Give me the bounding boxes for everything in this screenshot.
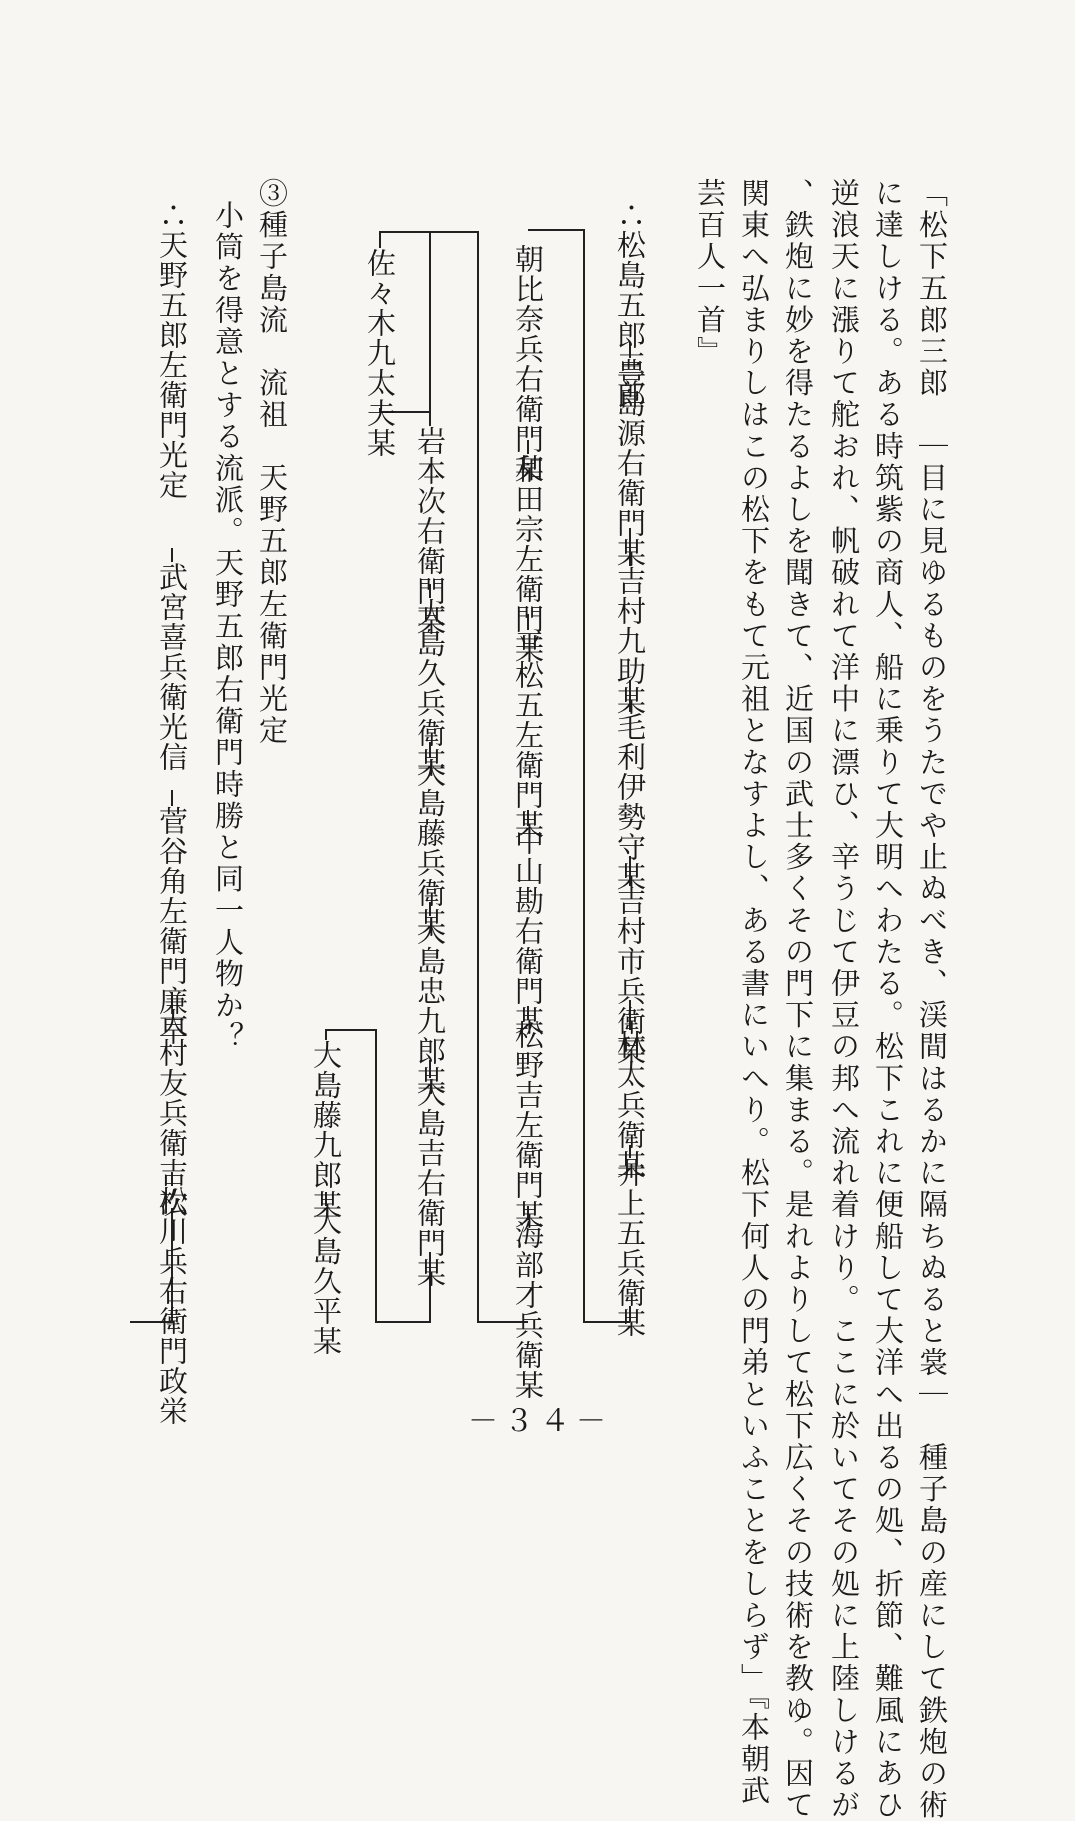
genealogy-person: 岩本次右衛門某: [413, 426, 447, 636]
section-note: 小筒を得意とする流派。天野五郎右衛門時勝と同一人物か？: [211, 200, 245, 1054]
genealogy-person: 菅谷角左衛門廉早: [155, 806, 189, 1046]
text-line-2: に達しける。ある時筑紫の商人、船に乗りて大明へわたる。松下これに便船して大洋へ出るの処、折節、難風にあひ: [871, 178, 905, 1821]
genealogy-root: ∴松島五郎三郎: [613, 200, 647, 410]
genealogy-person: 大島久兵衛某: [413, 598, 447, 778]
text-line-1: 「松下五郎三郎 ｜目に見ゆるものをうたでや止ぬべき、渓間はるかに隔ちぬると裳｜ 種子島の産にして鉄炮の術: [915, 178, 949, 1821]
genealogy-person: 大村友兵衛吉次: [155, 1008, 189, 1218]
genealogy-person: 和田宗左衛門某: [511, 454, 545, 664]
genealogy-person: 井上五兵衛某: [613, 1158, 647, 1338]
genealogy-person: 毛利伊勢守某: [613, 712, 647, 892]
text-line-4: 、鉄炮に妙を得たるよしを聞きて、近国の武士多くその門下に集まる。是れよりして松下広くその技術を教ゆ。因て: [781, 178, 815, 1821]
section-heading: ③種子島流 流祖 天野五郎左衛門光定: [255, 178, 289, 747]
genealogy-person: 吉村市兵衛某: [613, 886, 647, 1066]
text-line-6: 芸百人一首』: [693, 178, 727, 368]
genealogy-person: 大島藤兵衛某: [413, 758, 447, 938]
text-line-3: 逆浪天に漲りて舵おれ、帆破れて洋中に漂ひ、辛うじて伊豆の邦へ流れ着けり。ここに於いてその処に上陸しけるが: [827, 178, 861, 1821]
genealogy-person: 松野吉左衛門某: [511, 1020, 545, 1230]
genealogy-person-side: 佐々木九太夫某: [363, 248, 397, 458]
genealogy-person: 朝比奈兵右衛門某: [511, 244, 545, 484]
genealogy-person: 中山勘右衛門某: [511, 826, 545, 1036]
genealogy-person: 海部才兵衛某: [511, 1220, 545, 1400]
genealogy-person: 大島久平某: [309, 1206, 343, 1356]
genealogy-person: 豊島源右衛門某: [613, 358, 647, 568]
genealogy-person: 吉村九助某: [613, 566, 647, 716]
text-line-5: 関東へ弘まりしはこの松下をもて元祖となすよし、ある書にいへり。松下何人の門弟といふことをしらず」『本朝武: [737, 178, 771, 1807]
page-number: －３４－: [468, 1404, 612, 1439]
genealogy-person: 林太兵衛某: [613, 1030, 647, 1180]
genealogy-person: 松川兵右衛門政栄: [155, 1186, 189, 1426]
genealogy-person: 大島忠九郎某: [413, 916, 447, 1096]
genealogy-person: 大島吉右衛門某: [413, 1078, 447, 1288]
genealogy-person: 大島藤九郎某: [309, 1040, 343, 1220]
genealogy-person: 武宮喜兵衛光信: [155, 562, 189, 772]
genealogy-person: 平松五左衛門某: [511, 630, 545, 840]
genealogy-root: ∴天野五郎左衛門光定: [155, 200, 189, 500]
